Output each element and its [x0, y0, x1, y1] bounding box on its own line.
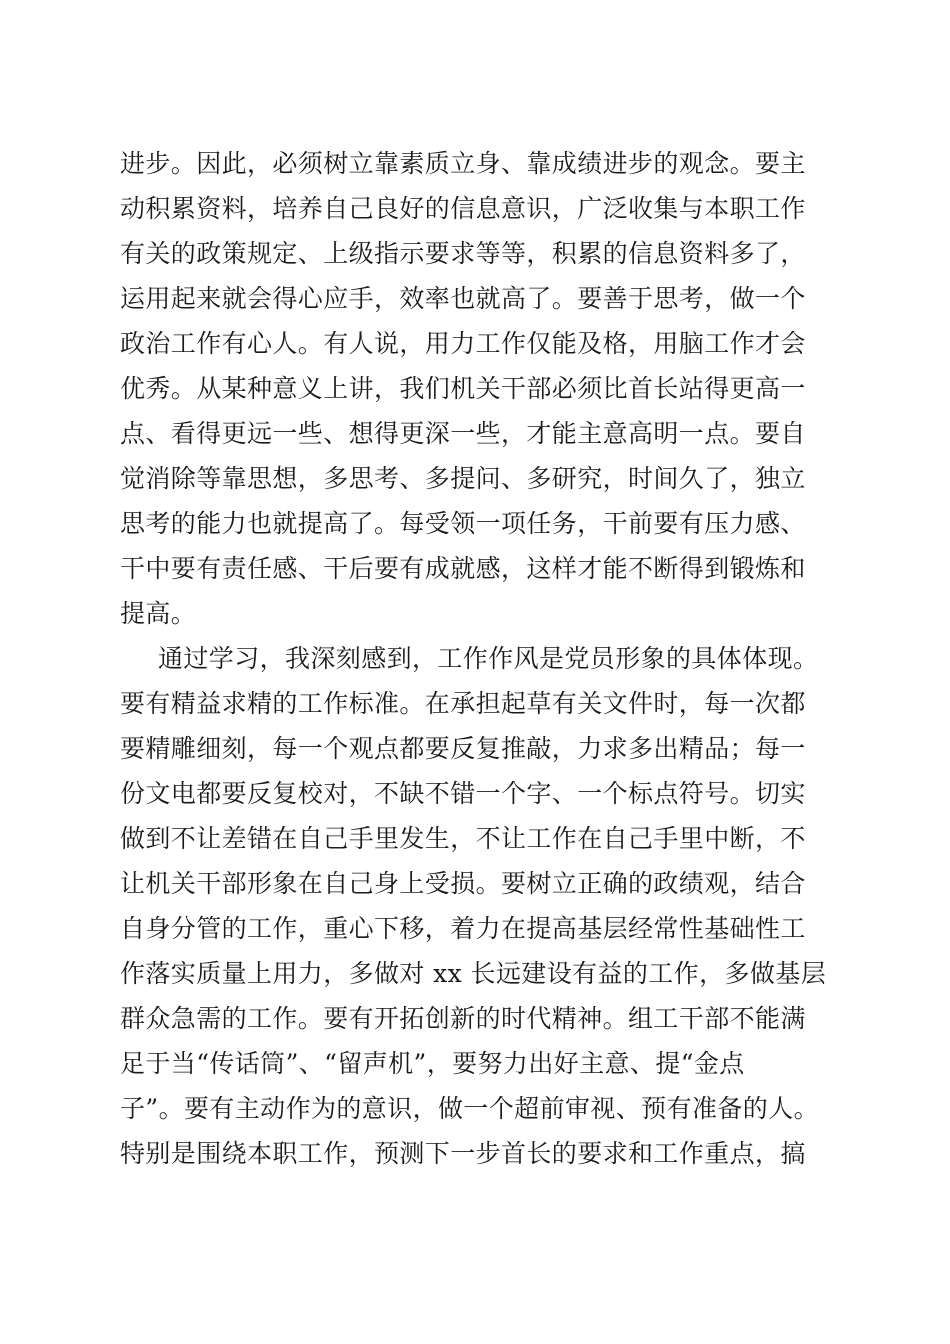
text-line: 自身分管的工作，重心下移，着力在提高基层经常性基础性工 — [120, 914, 806, 943]
text-line: 作落实质量上用力，多做对 xx 长远建设有益的工作，多做基层 — [120, 959, 827, 988]
text-line: 要有精益求精的工作标准。在承担起草有关文件时，每一次都 — [120, 689, 806, 718]
text-line: 要精雕细刻，每一个观点都要反复推敲，力求多出精品；每一 — [120, 734, 806, 763]
text-line: 特别是围绕本职工作，预测下一步首长的要求和工作重点，搞 — [120, 1139, 806, 1168]
text-line: 觉消除等靠思想，多思考、多提问、多研究，时间久了，独立 — [120, 464, 806, 493]
text-line: 份文电都要反复校对，不缺不错一个字、一个标点符号。切实 — [120, 779, 806, 808]
text-line: 子”。要有主动作为的意识，做一个超前审视、预有准备的人。 — [120, 1094, 819, 1123]
text-line: 优秀。从某种意义上讲，我们机关干部必须比首长站得更高一 — [120, 374, 806, 403]
paragraph-start-line: 通过学习，我深刻感到，工作作风是党员形象的具体体现。 — [158, 644, 819, 673]
text-line: 让机关干部形象在自己身上受损。要树立正确的政绩观，结合 — [120, 869, 806, 898]
text-line: 运用起来就会得心应手，效率也就高了。要善于思考，做一个 — [120, 284, 806, 313]
text-line: 点、看得更远一些、想得更深一些，才能主意高明一点。要自 — [120, 419, 806, 448]
text-line: 足于当“传话筒”、“留声机”，要努力出好主意、提“金点 — [120, 1049, 745, 1078]
text-line: 政治工作有心人。有人说，用力工作仅能及格，用脑工作才会 — [120, 329, 806, 358]
text-line: 进步。因此，必须树立靠素质立身、靠成绩进步的观念。要主 — [120, 149, 806, 178]
text-line: 有关的政策规定、上级指示要求等等，积累的信息资料多了， — [120, 239, 806, 268]
text-line: 思考的能力也就提高了。每受领一项任务，干前要有压力感、 — [120, 509, 806, 538]
text-line: 动积累资料，培养自己良好的信息意识，广泛收集与本职工作 — [120, 194, 806, 223]
text-line: 群众急需的工作。要有开拓创新的时代精神。组工干部不能满 — [120, 1004, 806, 1033]
text-line: 做到不让差错在自己手里发生，不让工作在自己手里中断，不 — [120, 824, 806, 853]
text-line: 干中要有责任感、干后要有成就感，这样才能不断得到锻炼和 — [120, 554, 806, 583]
text-line: 提高。 — [120, 599, 197, 628]
